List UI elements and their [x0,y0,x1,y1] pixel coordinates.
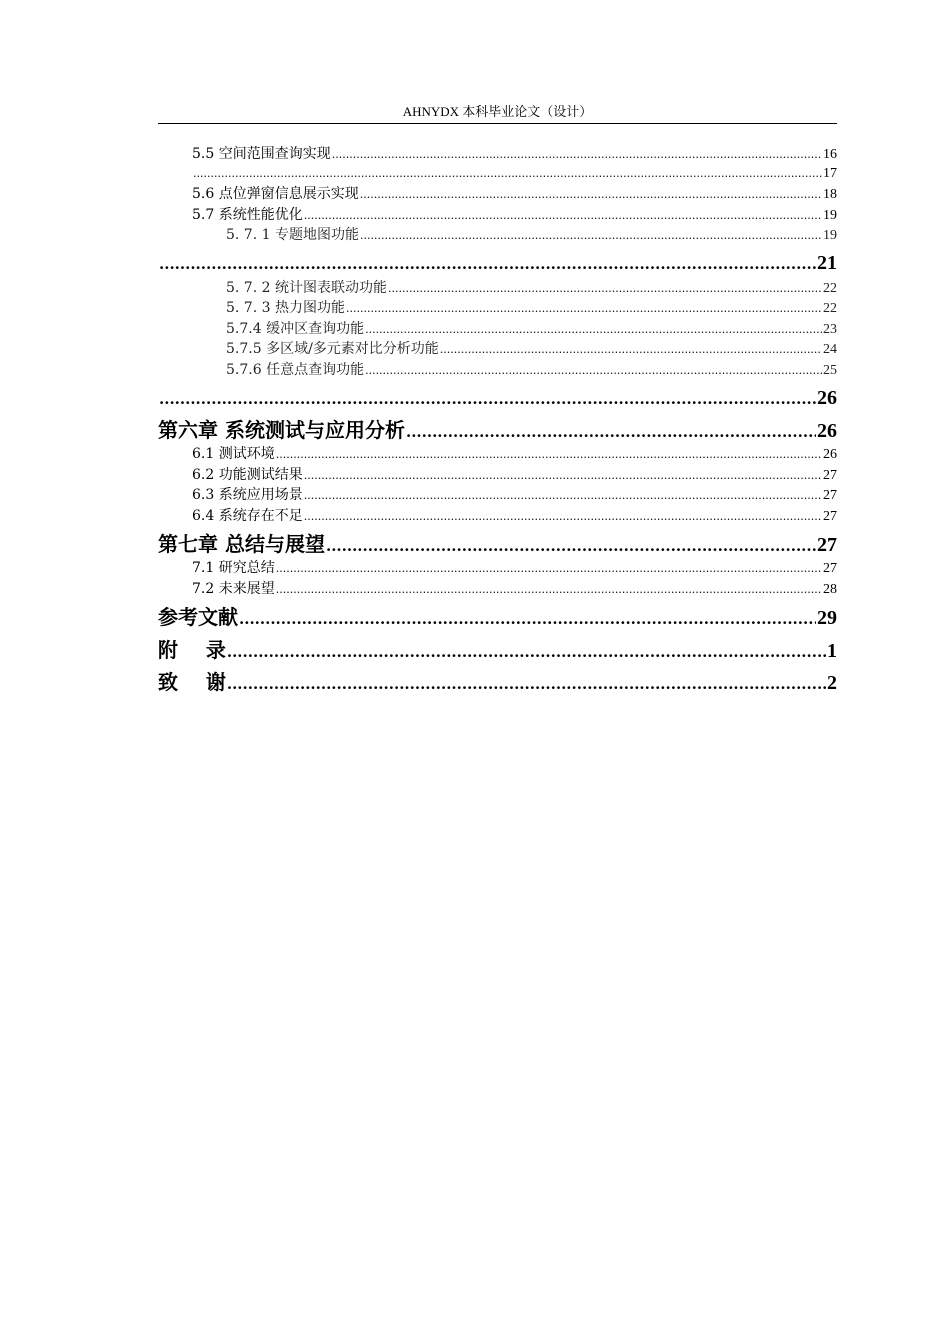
dot-leader [276,560,822,578]
dot-leader [159,252,816,276]
toc-entry-7-1[interactable] [192,559,837,578]
dot-leader [304,207,822,225]
dot-leader [406,420,816,444]
dot-leader [360,186,822,204]
toc-entry-5-6[interactable] [192,185,837,204]
toc-entry-page: 27 [817,534,837,556]
dot-leader [304,467,822,485]
toc-entry-label: 6.4 系统存在不足 [192,508,303,524]
toc-entry-page: 25 [823,363,837,378]
dot-leader [365,362,822,380]
dot-leader [304,487,822,505]
toc-entry-5-7-1[interactable] [226,226,837,245]
toc-entry-chapter-7[interactable] [158,532,837,558]
toc-entry-page: 17 [823,166,837,181]
dot-leader [365,321,822,339]
toc-entry-page: 22 [823,281,837,296]
toc-entry-5-7-4[interactable] [226,320,837,339]
toc-entry-label: 5.7.4 缓冲区查询功能 [226,321,365,337]
toc-entry-5-7-5[interactable] [226,340,837,359]
toc-entry-page: 24 [823,342,837,357]
dot-leader [332,146,822,164]
toc-entry-label: 5. 7. 1 专题地图功能 [226,227,359,243]
toc-entry-page: 22 [823,301,837,316]
toc-entry-references[interactable] [158,605,837,631]
toc-entry-label: 5.6 点位弹窗信息展示实现 [192,186,359,202]
dot-leader [159,387,816,411]
toc-entry-label: 5.7.5 多区域/多元素对比分析功能 [226,341,439,357]
dot-leader [239,607,816,631]
page-header: AHNYDX 本科毕业论文（设计） [402,104,593,119]
toc-entry-page: 27 [823,468,837,483]
toc-entry-page: 26 [823,447,837,462]
toc-entry-6-4[interactable] [192,507,837,526]
dot-leader [346,300,822,318]
toc-entry-page: 1 [827,640,837,662]
toc-entry-label: 5.7.6 任意点查询功能 [226,362,365,378]
toc-entry-7-2[interactable] [192,580,837,599]
toc-entry-page: 27 [823,561,837,576]
toc-entry-label: 致 谢 [158,670,226,694]
dot-leader [440,341,822,359]
toc-entry-page: 2 [827,672,837,694]
dot-leader [304,508,822,526]
toc-entry-page: 19 [823,228,837,243]
toc-entry-page: 16 [823,147,837,162]
toc-entry-acknowledgements[interactable] [158,670,837,696]
toc-entry-page: 27 [823,509,837,524]
toc-entry-appendix[interactable] [158,638,837,664]
toc-entry-page: 18 [823,187,837,202]
toc-entry-label: 第六章 系统测试与应用分析 [158,418,405,442]
toc-entry-page: 19 [823,208,837,223]
dot-leader [360,227,822,245]
toc-entry-blank-26[interactable] [158,386,837,411]
dot-leader [276,581,822,599]
header-rule [158,123,837,124]
toc-entry-5-7-3[interactable] [226,299,837,318]
toc-entry-6-1[interactable] [192,445,837,464]
toc-entry-label: 5.7 系统性能优化 [192,207,303,223]
toc-entry-5-7-2[interactable] [226,279,837,298]
toc-entry-5-5[interactable] [192,145,837,164]
toc-entry-label: 附 录 [158,638,226,662]
toc-entry-page: 21 [817,252,837,274]
toc-entry-page: 26 [817,387,837,409]
toc-entry-label: 第七章 总结与展望 [158,532,325,556]
dot-leader [388,280,822,298]
dot-leader [326,534,816,558]
toc-entry-label: 参考文献 [158,605,238,629]
toc-entry-label: 7.2 未来展望 [192,581,275,597]
toc-entry-5-7-6[interactable] [226,361,837,380]
toc-entry-6-2[interactable] [192,466,837,485]
toc-entry-blank-17[interactable] [192,165,837,183]
dot-leader [227,640,826,664]
toc-entry-label: 5.5 空间范围查询实现 [192,146,331,162]
toc-entry-label: 6.2 功能测试结果 [192,467,303,483]
toc-entry-page: 28 [823,582,837,597]
toc-entry-5-7[interactable] [192,206,837,225]
toc-entry-label: 5. 7. 3 热力图功能 [226,300,345,316]
toc-entry-page: 27 [823,488,837,503]
toc-entry-label: 5. 7. 2 统计图表联动功能 [226,280,387,296]
dot-leader [193,165,822,183]
dot-leader [227,672,826,696]
toc-entry-label: 7.1 研究总结 [192,560,275,576]
toc-entry-label: 6.1 测试环境 [192,446,275,462]
toc-entry-blank-21[interactable] [158,251,837,276]
toc-entry-chapter-6[interactable] [158,418,837,444]
toc-entry-label: 6.3 系统应用场景 [192,487,303,503]
toc-entry-page: 29 [817,607,837,629]
toc-entry-6-3[interactable] [192,486,837,505]
toc-entry-page: 26 [817,420,837,442]
dot-leader [276,446,822,464]
toc-entry-page: 23 [823,322,837,337]
